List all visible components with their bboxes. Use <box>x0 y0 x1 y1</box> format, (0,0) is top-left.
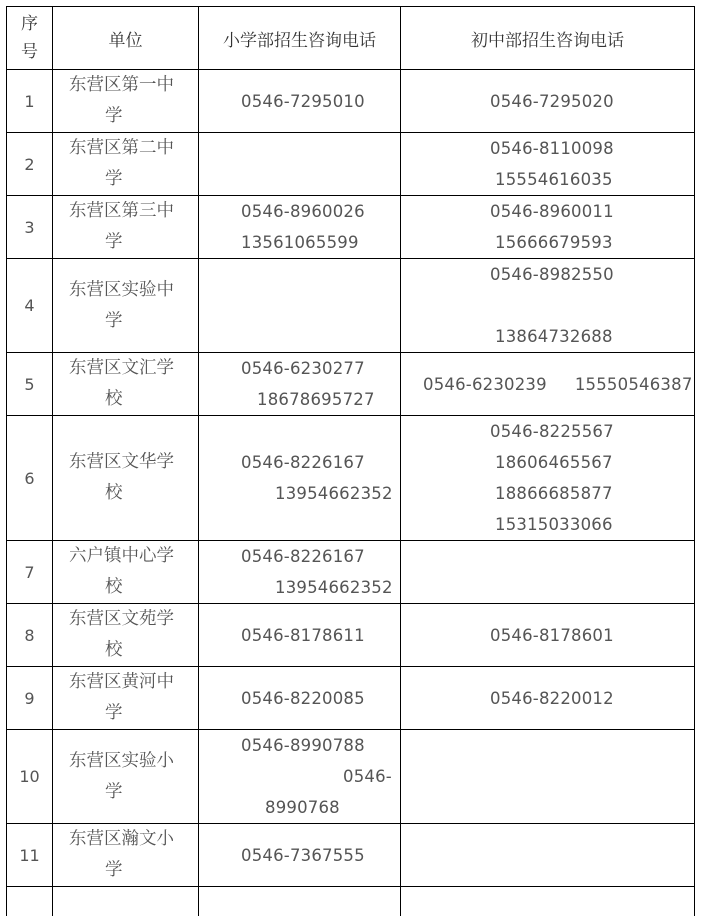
unit-name <box>52 666 198 729</box>
middle-phone <box>400 352 695 415</box>
row-index: 9 <box>6 666 52 729</box>
phone-number: 18606465567 <box>495 453 613 472</box>
unit-name-line2: 学 <box>105 310 123 331</box>
unit-name <box>52 540 198 603</box>
middle-phone <box>400 132 695 195</box>
unit-name <box>52 729 198 823</box>
unit-name <box>52 69 198 132</box>
phone-number: 8990768 <box>265 798 340 817</box>
primary-phone <box>198 69 400 132</box>
middle-phone <box>400 886 695 916</box>
phone-number: 0546-8990788 <box>241 736 365 755</box>
unit-name-line1: 东营区第二中 <box>69 138 174 158</box>
phone-number: 15315033066 <box>495 515 613 534</box>
phone-number: 0546-7295010 <box>241 91 365 111</box>
phone-number: 0546-8178601 <box>490 625 614 645</box>
unit-name-line2: 学 <box>105 703 123 723</box>
phone-number: 0546-8220012 <box>490 688 614 708</box>
unit-name-line1: 东营区第三中 <box>69 201 174 221</box>
phone-number: 0546-8178611 <box>241 625 365 645</box>
unit-name-line1: 东营区黄河中 <box>69 672 174 692</box>
unit-name-line2: 学 <box>105 860 123 880</box>
unit-name-line1: 东营区第一中 <box>69 75 174 95</box>
unit-name-line2: 学 <box>105 106 123 126</box>
unit-name-line1: 六户镇中心学 <box>69 546 174 566</box>
table-row <box>6 603 695 666</box>
phone-number: 0546-8960011 <box>490 202 614 221</box>
row-index <box>6 886 52 916</box>
primary-phone <box>198 666 400 729</box>
middle-phone <box>400 195 695 258</box>
primary-phone <box>198 352 400 415</box>
phone-number: 0546-6230277 <box>241 359 365 378</box>
row-index: 3 <box>6 195 52 258</box>
middle-phone <box>400 69 695 132</box>
table-row <box>6 666 695 729</box>
enrollment-contact-table <box>6 6 695 906</box>
table-row <box>6 69 695 132</box>
table-row <box>6 258 695 352</box>
unit-name <box>52 886 198 916</box>
middle-phone <box>400 823 695 886</box>
phone-number: 13561065599 <box>241 233 359 252</box>
header-index-char-1: 序 <box>21 14 38 34</box>
unit-name-line2: 校 <box>105 483 123 503</box>
header-middle-phone <box>400 6 695 69</box>
primary-phone <box>198 195 400 258</box>
header-unit <box>52 6 198 69</box>
middle-phone <box>400 603 695 666</box>
unit-name <box>52 415 198 540</box>
unit-name-line1: 东营区实验中 <box>69 279 174 300</box>
unit-name-line2: 校 <box>105 389 123 409</box>
phone-number: 0546-7295020 <box>490 91 614 111</box>
unit-name-line2: 校 <box>105 577 123 597</box>
unit-name-line2: 校 <box>105 640 123 660</box>
unit-name-line2: 学 <box>105 781 123 802</box>
header-primary-phone-label: 小学部招生咨询电话 <box>223 30 376 51</box>
primary-phone <box>198 823 400 886</box>
unit-name-line1: 东营区瀚文小 <box>69 829 174 849</box>
row-index: 2 <box>6 132 52 195</box>
phone-number: 0546- <box>343 767 392 786</box>
phone-number: 0546-8220085 <box>241 688 365 708</box>
middle-phone <box>400 729 695 823</box>
phone-number: 0546-8225567 <box>490 422 614 441</box>
header-index <box>6 6 52 69</box>
unit-name <box>52 823 198 886</box>
phone-number: 0546-7367555 <box>241 845 365 865</box>
middle-phone <box>400 666 695 729</box>
phone-numbers-line <box>401 369 694 400</box>
unit-name-line2: 学 <box>105 232 123 252</box>
row-index: 6 <box>6 415 52 540</box>
table-row <box>6 352 695 415</box>
phone-number: 0546-8960026 <box>241 202 365 221</box>
unit-name-line2: 学 <box>105 169 123 189</box>
unit-name-line1: 东营区文汇学 <box>69 358 174 378</box>
unit-name <box>52 132 198 195</box>
primary-phone <box>198 886 400 916</box>
row-index: 4 <box>6 258 52 352</box>
unit-name <box>52 352 198 415</box>
phone-number: 18866685877 <box>495 484 613 503</box>
row-index: 8 <box>6 603 52 666</box>
middle-phone <box>400 258 695 352</box>
table-row-partial <box>6 886 695 916</box>
middle-phone <box>400 540 695 603</box>
header-middle-phone-label: 初中部招生咨询电话 <box>471 30 624 51</box>
unit-name-line1: 东营区文华学 <box>69 452 174 472</box>
primary-phone <box>198 415 400 540</box>
unit-name <box>52 258 198 352</box>
unit-name <box>52 195 198 258</box>
header-index-char-2: 号 <box>21 42 38 62</box>
header-unit-label: 单位 <box>108 30 143 51</box>
phone-number: 0546-8226167 <box>241 453 365 472</box>
phone-number: 15550546387 <box>574 374 693 394</box>
phone-number: 0546-8982550 <box>490 265 614 284</box>
phone-number: 0546-6230239 <box>423 374 547 394</box>
table-row <box>6 132 695 195</box>
row-index: 1 <box>6 69 52 132</box>
primary-phone <box>198 132 400 195</box>
primary-phone <box>198 258 400 352</box>
row-index: 11 <box>6 823 52 886</box>
phone-number: 15554616035 <box>495 170 613 189</box>
primary-phone <box>198 729 400 823</box>
phone-number: 0546-8110098 <box>490 139 614 158</box>
table-row <box>6 540 695 603</box>
unit-name <box>52 603 198 666</box>
row-index: 10 <box>6 729 52 823</box>
phone-number: 13954662352 <box>275 578 393 597</box>
phone-number: 13864732688 <box>495 327 613 346</box>
phone-number: 13954662352 <box>275 484 393 503</box>
table-header-row <box>6 6 695 69</box>
phone-number: 0546-8226167 <box>241 547 365 566</box>
table-row <box>6 823 695 886</box>
table-row <box>6 415 695 540</box>
unit-name-line1: 东营区实验小 <box>69 750 174 771</box>
primary-phone <box>198 540 400 603</box>
phone-number: 15666679593 <box>495 233 613 252</box>
middle-phone <box>400 415 695 540</box>
primary-phone <box>198 603 400 666</box>
table-row <box>6 729 695 823</box>
phone-number: 18678695727 <box>257 390 375 409</box>
table-row <box>6 195 695 258</box>
unit-name-line1: 东营区文苑学 <box>69 609 174 629</box>
row-index: 7 <box>6 540 52 603</box>
header-primary-phone <box>198 6 400 69</box>
row-index: 5 <box>6 352 52 415</box>
